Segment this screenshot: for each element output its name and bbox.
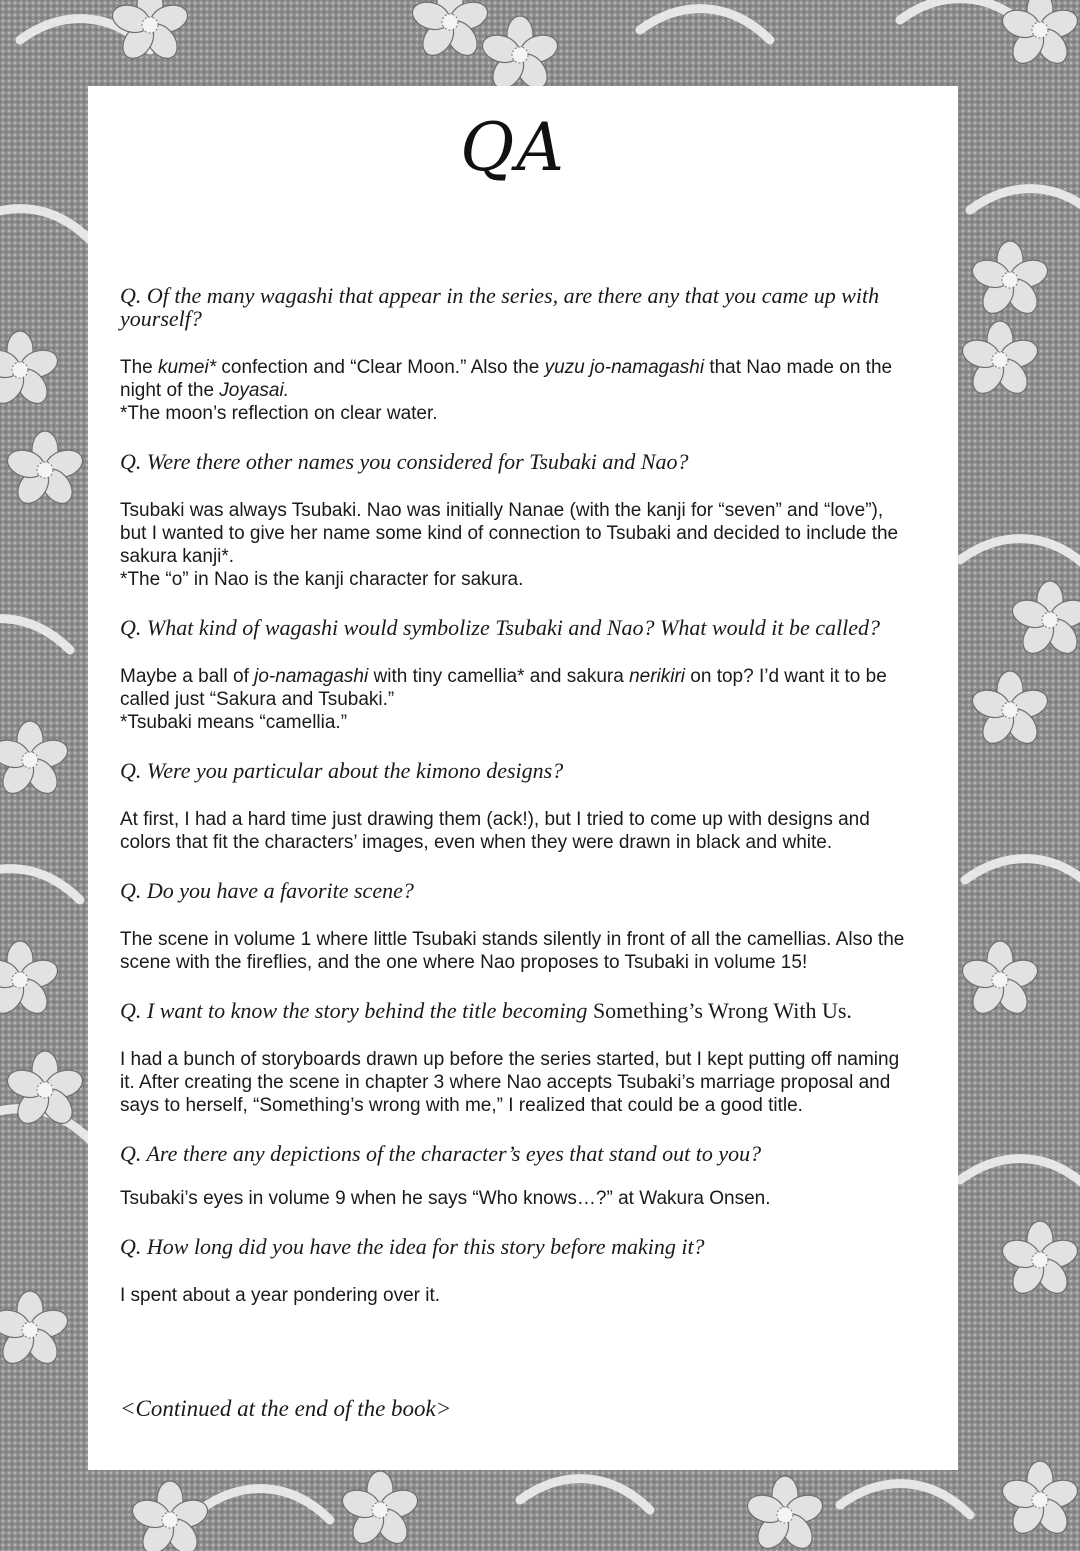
answer: Tsubaki’s eyes in volume 9 when he says “Who knows…?” at Wakura Onsen. xyxy=(120,1188,771,1209)
question: Q. How long did you have the idea for this story before making it? xyxy=(120,1234,705,1259)
qa-item xyxy=(120,450,906,591)
answer: The scene in volume 1 where little Tsubaki stands silently in front of all the camellias. Also the scene with the fireflies, and the one where Nao proposes to Tsubaki in volume 15! xyxy=(120,929,905,973)
question: Q. Do you have a favorite scene? xyxy=(120,878,414,903)
qa-item xyxy=(120,284,906,425)
question: Q. Were you particular about the kimono designs? xyxy=(120,758,564,783)
question: Q. What kind of wagashi would symbolize Tsubaki and Nao? What would it be called? xyxy=(120,615,881,640)
qa-item xyxy=(120,1142,906,1210)
question: Q. I want to know the story behind the title becoming Something’s Wrong With Us. xyxy=(120,998,852,1023)
answer: I spent about a year pondering over it. xyxy=(120,1285,441,1306)
question: Q. Are there any depictions of the character’s eyes that stand out to you? xyxy=(120,1141,762,1166)
qa-item xyxy=(120,999,906,1117)
qa-item xyxy=(120,616,906,734)
series-title: Something’s Wrong With Us. xyxy=(592,998,852,1023)
answer: At first, I had a hard time just drawing them (ack!), but I tried to come up with designs and colors that fit the characters’ images, even when they were drawn in black and white. xyxy=(120,809,870,853)
continued-note: <Continued at the end of the book> xyxy=(120,1396,452,1421)
qa-item xyxy=(120,1235,906,1307)
qa-item xyxy=(120,879,906,974)
page-title: QA xyxy=(460,109,566,186)
qa-page xyxy=(88,86,958,1470)
qa-item xyxy=(120,759,906,854)
answer-note: *Tsubaki means “camellia.” xyxy=(120,712,348,733)
answer: The kumei* confection and “Clear Moon.” Also the yuzu jo-namagashi that Nao made on the night of the Joyasai. *The moon’s reflection on clear water. xyxy=(120,356,906,425)
question: Q. Were there other names you considered for Tsubaki and Nao? xyxy=(120,449,689,474)
answer-note: *The “o” in Nao is the kanji character for sakura. xyxy=(120,569,524,590)
answer: Maybe a ball of jo-namagashi with tiny camellia* and sakura nerikiri on top? I’d want it to be called just “Sakura and Tsubaki.” *Tsubaki means “camellia.” xyxy=(120,665,906,734)
answer: I had a bunch of storyboards drawn up before the series started, but I kept putting off naming it. After creating the scene in chapter 3 where Nao accepts Tsubaki’s marriage proposal and says to herself, “Something’s wrong with me,” I realized that could be a good title. xyxy=(120,1049,900,1116)
answer-note: *The moon’s reflection on clear water. xyxy=(120,403,438,424)
question: Q. Of the many wagashi that appear in the series, are there any that you came up with yourself? xyxy=(120,283,880,331)
answer: Tsubaki was always Tsubaki. Nao was initially Nanae (with the kanji for “seven” and “love”), but I wanted to give her name some kind of connection to Tsubaki and decided to include the sakura kanji*. *The “o” in Nao is the kanji character for sakura. xyxy=(120,499,906,591)
